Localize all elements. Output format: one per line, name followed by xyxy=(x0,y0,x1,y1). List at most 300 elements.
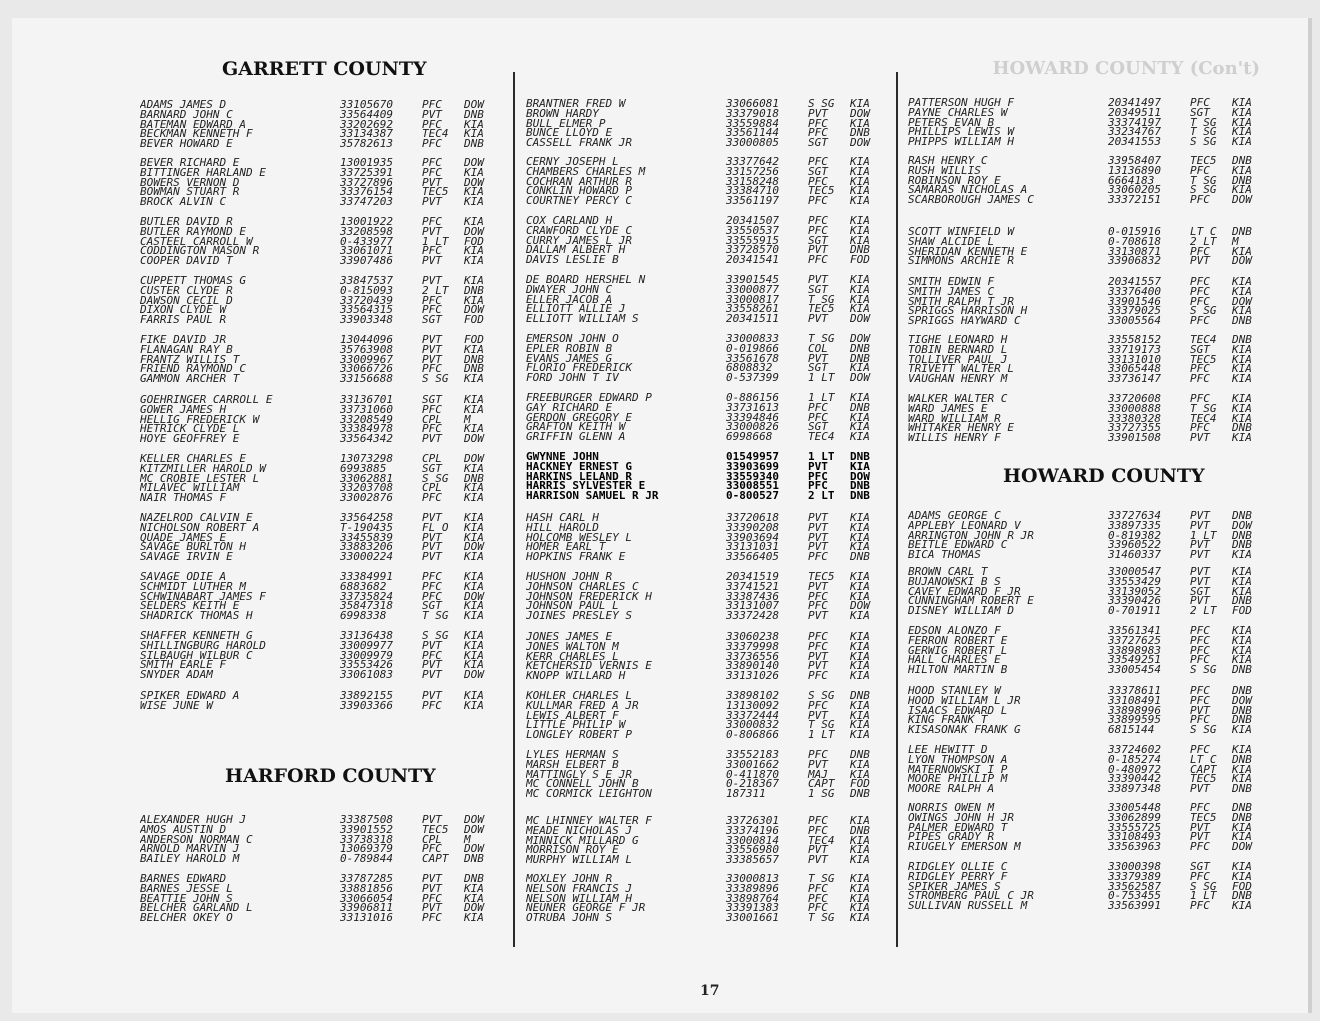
record-row xyxy=(908,374,1268,384)
record-status: KIA xyxy=(1232,723,1252,736)
record-rank: PVT xyxy=(1190,594,1210,608)
record-row xyxy=(140,631,500,641)
record-name: KING FRANK T xyxy=(908,715,988,725)
record-name: CODDINGTON MASON R xyxy=(140,246,260,256)
record-name: FRANTZ WILLIS T xyxy=(140,354,240,365)
record-row xyxy=(140,698,500,712)
record-row xyxy=(908,550,1268,560)
record-serial: 33156688 xyxy=(340,372,393,385)
record-rank: PVT xyxy=(422,352,442,366)
record-status: KIA xyxy=(1232,762,1252,776)
record-serial: 33897335 xyxy=(1108,518,1161,532)
record-status: DOW xyxy=(464,842,484,856)
record-serial: 33727625 xyxy=(1108,633,1161,647)
record-serial: 33561341 xyxy=(1108,624,1161,637)
record-status: DNB xyxy=(850,823,870,837)
record-name: SPIKER JAMES S xyxy=(908,881,1001,892)
record-name: STROMBERG PAUL C JR xyxy=(908,891,1034,901)
record-serial: 33372151 xyxy=(1108,193,1161,206)
record-row xyxy=(526,671,886,681)
record-row xyxy=(526,245,886,255)
record-status: KIA xyxy=(464,570,484,583)
record-row xyxy=(140,402,500,416)
record-rank: PFC xyxy=(422,303,442,317)
record-serial: 33000817 xyxy=(726,292,779,306)
record-serial: 20341507 xyxy=(726,214,779,227)
record-row xyxy=(526,432,886,442)
record-status: KIA xyxy=(464,127,484,141)
record-status: KIA xyxy=(850,767,870,781)
record-status: DNB xyxy=(850,341,870,355)
record-name: HOOD STANLEY W xyxy=(908,686,1001,696)
record-name: COCHRAN ARTHUR R xyxy=(526,176,632,187)
record-row xyxy=(908,686,1268,696)
record-group xyxy=(908,156,1268,205)
record-serial: 33897348 xyxy=(1108,782,1161,795)
record-rank: PVT xyxy=(808,520,828,534)
record-serial: 33379998 xyxy=(726,639,779,653)
record-serial: 33000888 xyxy=(1108,401,1161,415)
record-serial: 33000877 xyxy=(726,282,779,296)
record-serial: 33061083 xyxy=(340,668,393,681)
record-row xyxy=(908,195,1268,205)
record-status: KIA xyxy=(1232,574,1252,588)
record-serial: 33000547 xyxy=(1108,565,1161,578)
record-group xyxy=(526,572,886,621)
record-serial: 33131007 xyxy=(726,599,779,613)
record-status: DNB xyxy=(464,471,484,485)
record-rank: PVT xyxy=(808,659,828,673)
record-name: WARD JAMES E xyxy=(908,403,988,414)
record-row xyxy=(140,454,500,464)
record-rank: T SG xyxy=(808,332,835,345)
record-name: ROBINSON ROY E xyxy=(908,175,1001,186)
record-row xyxy=(526,757,886,771)
record-row xyxy=(140,165,500,179)
record-status: DOW xyxy=(850,332,870,345)
record-name: EMERSON JOHN O xyxy=(526,334,619,344)
record-rank: T SG xyxy=(1190,115,1217,129)
record-rank: TEC4 xyxy=(808,430,835,443)
record-serial: 33066081 xyxy=(726,97,779,110)
record-row xyxy=(526,373,886,383)
record-row xyxy=(140,913,500,923)
record-name: OTRUBA JOHN S xyxy=(526,913,613,923)
record-rank: PFC xyxy=(1190,362,1210,376)
record-status: KIA xyxy=(850,649,870,663)
record-row xyxy=(140,691,500,701)
record-row xyxy=(140,579,500,593)
record-status: KIA xyxy=(1232,624,1252,637)
record-row xyxy=(526,816,886,826)
record-rank: PFC xyxy=(808,174,828,188)
record-name: HARKINS LELAND R xyxy=(526,471,632,482)
record-serial: 33907486 xyxy=(340,254,393,267)
record-serial: 13130092 xyxy=(726,698,779,712)
record-rank: PVT xyxy=(808,540,828,554)
record-name: PALMER EDWARD T xyxy=(908,822,1008,833)
record-rank: PVT xyxy=(808,757,828,771)
record-name: CUNNINGHAM ROBERT E xyxy=(908,596,1034,606)
record-group xyxy=(526,750,886,799)
record-rank: PVT xyxy=(1190,254,1210,268)
record-serial: 33720618 xyxy=(726,511,779,524)
record-rank: TEC4 xyxy=(1190,411,1217,425)
record-serial: 33901546 xyxy=(1108,294,1161,308)
record-rank: T SG xyxy=(1190,125,1217,139)
record-rank: PVT xyxy=(422,550,442,563)
record-serial: 0-433977 xyxy=(340,234,393,248)
record-serial: 33564409 xyxy=(340,107,393,121)
record-name: MORRISON ROY E xyxy=(526,845,619,855)
record-rank: 1 LT xyxy=(808,391,835,404)
record-name: JONES JAMES E xyxy=(526,632,613,642)
record-rank: PVT xyxy=(1190,703,1210,717)
record-name: QUADE JAMES E xyxy=(140,532,227,543)
record-rank: S SG xyxy=(422,471,449,485)
record-name: HARRIS SYLVESTER E xyxy=(526,481,646,491)
record-serial: 33234767 xyxy=(1108,125,1161,139)
record-rank: TEC5 xyxy=(808,570,835,583)
record-status: FOD xyxy=(464,234,484,248)
record-rank: PVT xyxy=(808,708,828,722)
record-serial: 0-708618 xyxy=(1108,234,1161,248)
record-rank: PVT xyxy=(808,649,828,663)
record-serial: 33555725 xyxy=(1108,820,1161,834)
record-name: HILL HAROLD xyxy=(526,522,599,533)
record-rank: S SG xyxy=(1190,135,1217,148)
record-name: HOMER EARL T xyxy=(526,542,606,552)
record-status: KIA xyxy=(464,609,484,622)
record-row xyxy=(908,352,1268,366)
record-status: KIA xyxy=(464,481,484,495)
record-status: KIA xyxy=(850,901,870,915)
record-row xyxy=(526,691,886,701)
record-rank: PFC xyxy=(1190,421,1210,435)
record-serial: 33000814 xyxy=(726,833,779,847)
record-serial: 6998668 xyxy=(726,430,773,443)
record-name: JOINES PRESLEY S xyxy=(526,611,632,621)
record-serial: 6993885 xyxy=(340,461,387,475)
record-row xyxy=(526,589,886,603)
record-status: DOW xyxy=(464,452,484,465)
record-row xyxy=(526,730,886,740)
record-name: SPRIGGS HARRISON H xyxy=(908,306,1028,316)
record-rank: PVT xyxy=(422,224,442,238)
record-name: COOPER DAVID T xyxy=(140,256,233,266)
record-row xyxy=(526,138,886,148)
record-name: CONKLIN HOWARD P xyxy=(526,186,632,196)
record-rank: 2 LT xyxy=(422,283,449,297)
record-row xyxy=(140,638,500,652)
record-serial: 33136701 xyxy=(340,393,393,406)
record-status: KIA xyxy=(464,274,484,287)
record-name: RUSH WILLIS xyxy=(908,165,981,176)
record-serial: 33376400 xyxy=(1108,284,1161,298)
record-status: DNB xyxy=(1232,538,1252,552)
record-row xyxy=(526,99,886,109)
record-serial: 33883206 xyxy=(340,540,393,554)
record-serial: 33724602 xyxy=(1108,743,1161,756)
record-rank: PFC xyxy=(808,698,828,712)
record-serial: 33901552 xyxy=(340,822,393,836)
record-rank: PFC xyxy=(422,117,442,131)
record-rank: PFC xyxy=(1190,899,1210,912)
record-row xyxy=(908,411,1268,425)
record-status: KIA xyxy=(850,420,870,434)
record-rank: PFC xyxy=(422,570,442,583)
record-group xyxy=(526,393,886,442)
record-rank: SGT xyxy=(1190,584,1210,598)
record-rank: PVT xyxy=(1190,820,1210,834)
record-name: KELLER CHARLES E xyxy=(140,454,246,464)
record-rank: PFC xyxy=(1190,193,1210,206)
record-row xyxy=(140,187,500,197)
record-serial: 33131010 xyxy=(1108,352,1161,366)
record-row xyxy=(526,452,886,462)
record-row xyxy=(526,186,886,196)
record-rank: PFC xyxy=(808,194,828,207)
record-rank: PVT xyxy=(422,333,442,346)
record-row xyxy=(526,913,886,923)
record-row xyxy=(908,185,1268,195)
record-serial: 33561678 xyxy=(726,351,779,365)
record-rank: PVT xyxy=(422,530,442,544)
record-status: KIA xyxy=(464,244,484,258)
record-row xyxy=(140,412,500,426)
record-name: BUJANOWSKI B S xyxy=(908,576,1001,587)
record-rank: S SG xyxy=(422,629,449,642)
record-row xyxy=(526,750,886,760)
record-serial: 33391383 xyxy=(726,901,779,915)
record-name: PHIPPS WILLIAM H xyxy=(908,137,1014,147)
record-rank: PFC xyxy=(1190,653,1210,667)
record-name: SAVAGE IRVIN E xyxy=(140,552,233,562)
record-serial: 33561197 xyxy=(726,194,779,207)
bleed-through-header: HOWARD COUNTY (Con't) xyxy=(992,58,1260,79)
record-group xyxy=(908,335,1268,384)
record-rank: PFC xyxy=(808,901,828,915)
record-group xyxy=(526,874,886,923)
record-name: PAYNE CHARLES W xyxy=(908,107,1008,118)
record-row xyxy=(526,304,886,314)
record-row xyxy=(140,483,500,493)
record-status: KIA xyxy=(464,215,484,228)
record-row xyxy=(908,774,1268,784)
record-row xyxy=(140,471,500,485)
record-status: KIA xyxy=(464,579,484,593)
record-status: KIA xyxy=(850,459,870,473)
record-rank: SGT xyxy=(422,313,442,326)
record-status: KIA xyxy=(1232,643,1252,657)
record-row xyxy=(908,511,1268,521)
record-rank: PFC xyxy=(1190,275,1210,288)
record-name: SHILLINGBURG HAROLD xyxy=(140,640,266,651)
record-serial: 33062881 xyxy=(340,471,393,485)
record-status: KIA xyxy=(1232,869,1252,883)
record-row xyxy=(526,393,886,403)
record-serial: 33202692 xyxy=(340,117,393,131)
record-rank: SGT xyxy=(1190,105,1210,119)
record-rank: PVT xyxy=(1190,548,1210,561)
record-status: FOD xyxy=(850,253,870,266)
record-serial: 33719173 xyxy=(1108,342,1161,356)
record-status: KIA xyxy=(850,881,870,895)
record-serial: 33157256 xyxy=(726,164,779,178)
record-rank: PFC xyxy=(1190,284,1210,298)
record-name: JOHNSON PAUL L xyxy=(526,601,619,611)
record-row xyxy=(140,670,500,680)
record-name: BRANTNER FRED W xyxy=(526,99,626,109)
record-name: BULL ELMER P xyxy=(526,118,606,129)
record-name: MEADE NICHOLAS J xyxy=(526,825,632,836)
record-row xyxy=(140,107,500,121)
record-row xyxy=(140,891,500,905)
record-name: HOPKINS FRANK E xyxy=(526,552,626,562)
record-rank: SGT xyxy=(422,599,442,613)
record-serial: 33559884 xyxy=(726,116,779,130)
record-rank: PFC xyxy=(422,362,442,376)
record-rank: PFC xyxy=(808,253,828,266)
record-rank: 1 SG xyxy=(808,787,835,800)
record-row xyxy=(908,693,1268,707)
record-name: LITTLE PHILIP W xyxy=(526,720,626,730)
record-name: NELSON FRANCIS J xyxy=(526,883,632,894)
record-status: DNB xyxy=(850,489,870,502)
record-rank: S SG xyxy=(1190,879,1217,893)
record-name: SPIKER EDWARD A xyxy=(140,691,240,701)
record-serial: 35847318 xyxy=(340,599,393,613)
record-group xyxy=(140,874,500,923)
record-name: WARD WILLIAM R xyxy=(908,413,1001,424)
record-name: WALKER WALTER C xyxy=(908,394,1008,404)
record-status: KIA xyxy=(850,757,870,771)
record-group xyxy=(526,216,886,265)
record-name: VAUGHAN HENRY M xyxy=(908,374,1008,384)
record-name: ELLER JACOB A xyxy=(526,294,613,305)
record-status: KIA xyxy=(1232,96,1252,109)
record-status: KIA xyxy=(850,659,870,673)
record-serial: 33727634 xyxy=(1108,509,1161,522)
record-serial: 33892155 xyxy=(340,689,393,702)
record-name: OWINGS JOHN H JR xyxy=(908,812,1014,823)
record-serial: 33555915 xyxy=(726,233,779,247)
record-group xyxy=(526,691,886,740)
record-name: BROCK ALVIN C xyxy=(140,197,227,207)
record-rank: CPL xyxy=(422,412,442,426)
record-serial: 33561144 xyxy=(726,126,779,140)
record-rank: PFC xyxy=(808,550,828,563)
record-serial: 33158248 xyxy=(726,174,779,188)
record-group xyxy=(908,98,1268,147)
record-rank: PFC xyxy=(422,402,442,416)
record-name: MC CROBIE LESTER L xyxy=(140,473,260,484)
record-status: KIA xyxy=(850,589,870,603)
record-rank: S SG xyxy=(808,689,835,702)
record-rank: S SG xyxy=(1190,304,1217,318)
record-serial: 0-815093 xyxy=(340,283,393,297)
record-rank: TEC4 xyxy=(422,127,449,141)
record-serial: 33553426 xyxy=(340,658,393,672)
record-status: KIA xyxy=(464,185,484,199)
record-row xyxy=(526,216,886,226)
record-row xyxy=(908,567,1268,577)
record-name: ARNOLD MARVIN J xyxy=(140,844,240,854)
record-status: KIA xyxy=(1232,633,1252,647)
record-serial: 33384710 xyxy=(726,184,779,198)
record-serial: 33000826 xyxy=(726,420,779,434)
record-row xyxy=(526,881,886,895)
record-status: M xyxy=(464,832,471,846)
record-row xyxy=(908,433,1268,443)
record-row xyxy=(140,493,500,503)
record-status: KIA xyxy=(850,718,870,732)
record-rank: SGT xyxy=(808,164,828,178)
record-status: KIA xyxy=(850,430,870,443)
record-status: KIA xyxy=(464,891,484,905)
record-row xyxy=(908,606,1268,616)
record-status: FOD xyxy=(464,333,484,346)
record-rank: PFC xyxy=(1190,869,1210,883)
record-name: GOEHRINGER CARROLL E xyxy=(140,395,273,405)
record-rank: PFC xyxy=(422,165,442,179)
record-status: KIA xyxy=(850,391,870,404)
record-status: KIA xyxy=(464,402,484,416)
record-name: FERRON ROBERT E xyxy=(908,635,1008,646)
record-rank: 1 LT xyxy=(808,728,835,741)
record-status: DOW xyxy=(850,106,870,120)
record-rank: PFC xyxy=(422,491,442,504)
record-name: NELSON WILLIAM H xyxy=(526,893,632,904)
record-status: KIA xyxy=(1232,362,1252,376)
record-row xyxy=(140,648,500,662)
record-serial: 33564342 xyxy=(340,432,393,445)
record-serial: 33000832 xyxy=(726,718,779,732)
record-name: ADAMS GEORGE C xyxy=(908,511,1001,521)
record-rank: SGT xyxy=(422,393,442,406)
record-rank: PVT xyxy=(1190,565,1210,578)
record-row xyxy=(908,810,1268,824)
record-status: DNB xyxy=(1232,528,1252,542)
record-serial: 33556980 xyxy=(726,843,779,857)
record-serial: 0-819382 xyxy=(1108,528,1161,542)
record-name: MILAVEC WILLIAM xyxy=(140,483,240,493)
record-row xyxy=(140,352,500,366)
record-group xyxy=(140,631,500,680)
record-name: NEUNER GEORGE F JR xyxy=(526,903,646,913)
record-serial: 33720439 xyxy=(340,293,393,307)
record-name: BAILEY HAROLD M xyxy=(140,854,240,864)
record-name: RIDGLEY OLLIE C xyxy=(908,862,1008,872)
record-status: M xyxy=(464,412,471,426)
record-rank: PFC xyxy=(808,126,828,140)
record-rank: CAPT xyxy=(808,777,835,791)
record-row xyxy=(908,703,1268,717)
record-rank: PFC xyxy=(422,293,442,307)
record-status: KIA xyxy=(464,461,484,475)
record-name: MC CONNELL JOHN B xyxy=(526,779,639,789)
record-serial: 31460337 xyxy=(1108,548,1161,561)
record-rank: PFC xyxy=(808,814,828,827)
record-name: BITTINGER HARLAND E xyxy=(140,167,266,178)
record-rank: PFC xyxy=(808,589,828,603)
record-status: KIA xyxy=(1232,135,1252,148)
record-name: WISE JUNE W xyxy=(140,700,213,711)
record-rank: PFC xyxy=(808,891,828,905)
record-row xyxy=(908,234,1268,248)
record-row xyxy=(140,335,500,345)
record-status: DNB xyxy=(1232,225,1252,238)
